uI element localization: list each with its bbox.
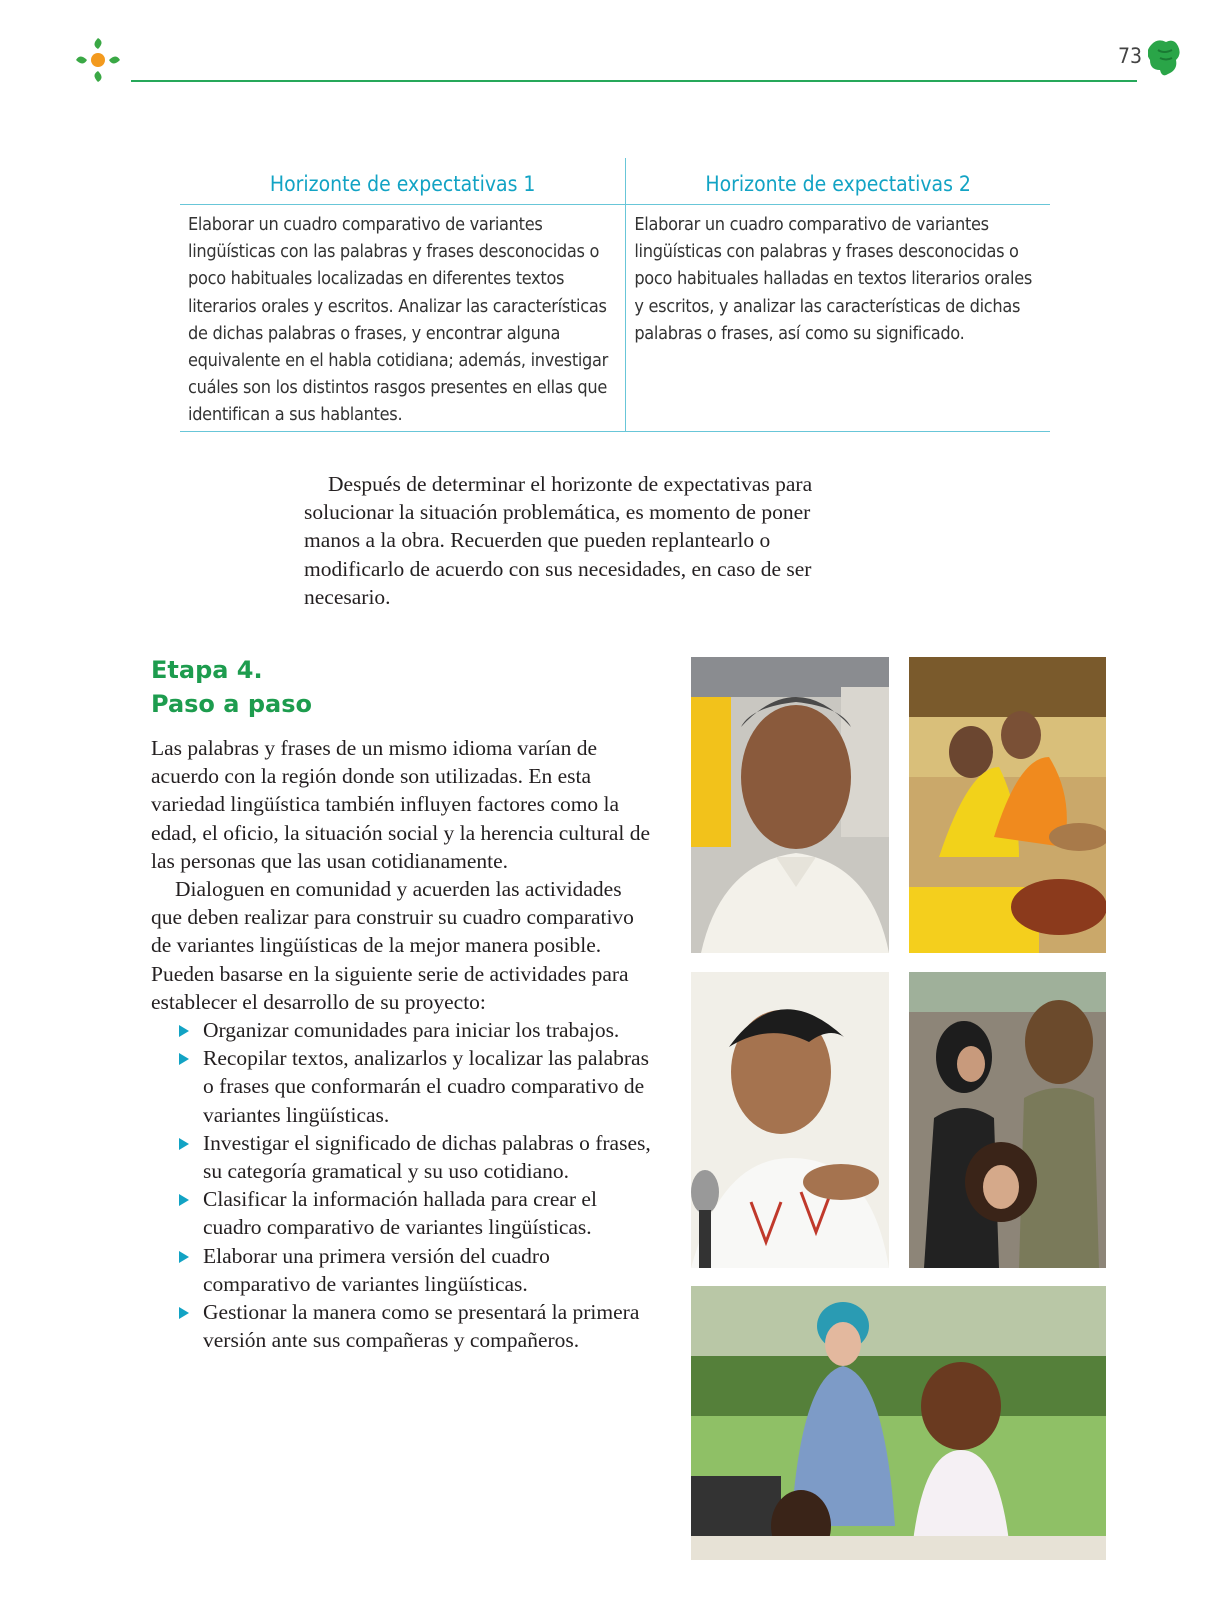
list-item: Recopilar textos, analizarlos y localizar las palabras o frases que conformarán el cuadro comparativo de variantes lingüísticas. xyxy=(203,1044,651,1129)
list-item: Elaborar una primera versión del cuadro comparativo de variantes lingüísticas. xyxy=(203,1242,651,1298)
list-item: Organizar comunidades para iniciar los trabajos. xyxy=(203,1016,651,1044)
table-cell-1: Elaborar un cuadro comparativo de variantes lingüísticas con las palabras y frases desconocidas o poco habituales localizadas en diferentes textos literarios orales y escritos. Analizar las características de dichas palabras o frases, y encontrar alguna equivalente en el habla cotidiana; además, investigar cuáles son los distintos rasgos presentes en ellas que identifican a sus hablantes. xyxy=(180,205,626,432)
series-logo-icon xyxy=(70,32,126,88)
photo-speaker-microphone xyxy=(691,972,889,1268)
photo-women-cooking xyxy=(909,657,1106,953)
body-paragraph-1: Las palabras y frases de un mismo idioma varían de acuerdo con la región donde son utilizadas. En esta variedad lingüística también influyen factores como la edad, el oficio, la situación social y la herencia cultural de las personas que las usan cotidianamente. xyxy=(151,736,651,873)
table-header-2: Horizonte de expectativas 2 xyxy=(626,158,1050,205)
photo-elderly-man xyxy=(691,657,889,953)
intro-paragraph: Después de determinar el horizonte de expectativas para solucionar la situación problemática, es momento de poner manos a la obra. Recuerden que pueden replantearlo o modificarlo de acuerdo con sus necesidades, en caso de ser necesario. xyxy=(304,472,813,609)
table-header-1: Horizonte de expectativas 1 xyxy=(180,158,626,205)
section-glyph-icon xyxy=(1148,38,1182,78)
body-paragraph-2: Dialoguen en comunidad y acuerden las actividades que deben realizar para construir su cuadro comparativo de variantes lingüísticas de la mejor manera posible. Pueden basarse en la siguiente serie de actividades para establecer el desarrollo de su proyecto: xyxy=(151,877,634,1014)
header-rule xyxy=(131,80,1137,82)
section-subtitle: Paso a paso xyxy=(151,690,312,718)
page-number: 73 xyxy=(1118,44,1143,68)
section-body xyxy=(151,734,651,1354)
expectations-table xyxy=(180,158,1050,432)
list-item: Investigar el significado de dichas palabras o frases, su categoría gramatical y su uso cotidiano. xyxy=(203,1129,651,1185)
section-title: Etapa 4. xyxy=(151,656,263,684)
list-item: Gestionar la manera como se presentará la primera versión ante sus compañeras y compañeros. xyxy=(203,1298,651,1354)
table-cell-2: Elaborar un cuadro comparativo de variantes lingüísticas con palabras y frases desconocidas o poco habituales halladas en textos literarios orales y escritos, y analizar las características de dichas palabras o frases, así como su significado. xyxy=(626,205,1050,432)
activity-list xyxy=(151,1016,651,1354)
photo-young-people xyxy=(909,972,1106,1268)
list-item: Clasificar la información hallada para crear el cuadro comparativo de variantes lingüísticas. xyxy=(203,1185,651,1241)
photo-outdoor-workshop xyxy=(691,1286,1106,1560)
